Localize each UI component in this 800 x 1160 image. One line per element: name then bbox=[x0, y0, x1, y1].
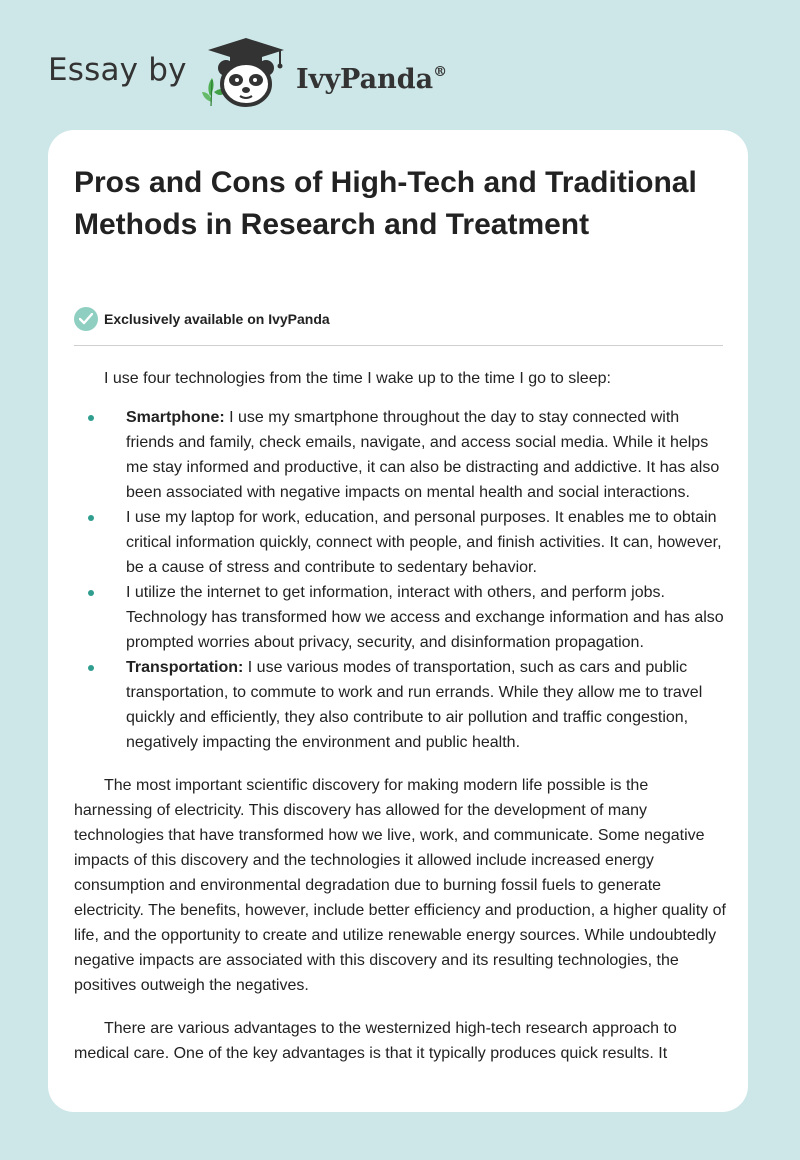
essay-by-label: Essay by bbox=[48, 52, 187, 88]
list-item-label: Smartphone: bbox=[126, 409, 225, 426]
list-item bbox=[74, 655, 726, 755]
list-item bbox=[74, 505, 726, 580]
divider bbox=[74, 345, 723, 346]
brand-text: IvyPanda bbox=[296, 64, 434, 95]
list-item-text: I use my laptop for work, education, and personal purposes. It enables me to obtain critical information quickly, connect with people, and finish activities. It can, however, be a cause of stress and contribute to sedentary behavior. bbox=[126, 509, 722, 576]
body-paragraph: The most important scientific discovery for making modern life possible is the harnessing of electricity. This discovery has allowed for the development of many technologies that have transformed how we live, work, and communicate. Some negative impacts of this discovery and the technologies it allowed include increased energy consumption and environmental degradation due to burning fossil fuels to generate electricity. The benefits, however, include better efficiency and production, a higher quality of life, and the opportunity to create and utilize renewable energy sources. While undoubtedly negative impacts are associated with this discovery and its resulting technologies, the positives outweigh the negatives. bbox=[74, 777, 726, 994]
intro-paragraph: I use four technologies from the time I wake up to the time I go to sleep: bbox=[104, 370, 611, 387]
exclusive-badge bbox=[74, 306, 330, 332]
essay-body bbox=[74, 366, 726, 1084]
list-item-text: I utilize the internet to get information, interact with others, and perform jobs. Technology has transformed how we access and exchange information and has also prompted worries about privacy, security, and disinformation propagation. bbox=[126, 584, 724, 651]
brand-name[interactable] bbox=[296, 54, 447, 98]
checkmark-icon bbox=[74, 307, 98, 331]
list-item-text: I use various modes of transportation, such as cars and public transportation, to commute to work and run errands. While they allow me to travel quickly and efficiently, they also contribute to air pollution and traffic congestion, negatively impacting the environment and public health. bbox=[126, 659, 703, 751]
list-item bbox=[74, 580, 726, 655]
list-item-text: I use my smartphone throughout the day to stay connected with friends and family, check emails, navigate, and access social media. While it helps me stay informed and productive, it can also be distracting and addictive. It has also been associated with negative impacts on mental health and social interactions. bbox=[126, 409, 720, 501]
list-item-label: Transportation: bbox=[126, 659, 244, 676]
bullet-icon bbox=[88, 515, 94, 521]
list-item bbox=[74, 405, 726, 505]
registered-mark: ® bbox=[433, 64, 448, 80]
essay-card bbox=[48, 130, 748, 1112]
bullet-icon bbox=[88, 665, 94, 671]
page-title: Pros and Cons of High-Tech and Traditional Methods in Research and Treatment bbox=[74, 166, 697, 241]
exclusive-label: Exclusively available on IvyPanda bbox=[104, 311, 330, 327]
panda-logo-icon[interactable] bbox=[200, 36, 292, 108]
body-paragraph: There are various advantages to the westernized high-tech research approach to medical care. One of the key advantages is that it typically produces quick results. It bbox=[74, 1020, 677, 1062]
technology-list bbox=[74, 405, 726, 755]
bullet-icon bbox=[88, 415, 94, 421]
bullet-icon bbox=[88, 590, 94, 596]
site-header bbox=[0, 0, 800, 130]
